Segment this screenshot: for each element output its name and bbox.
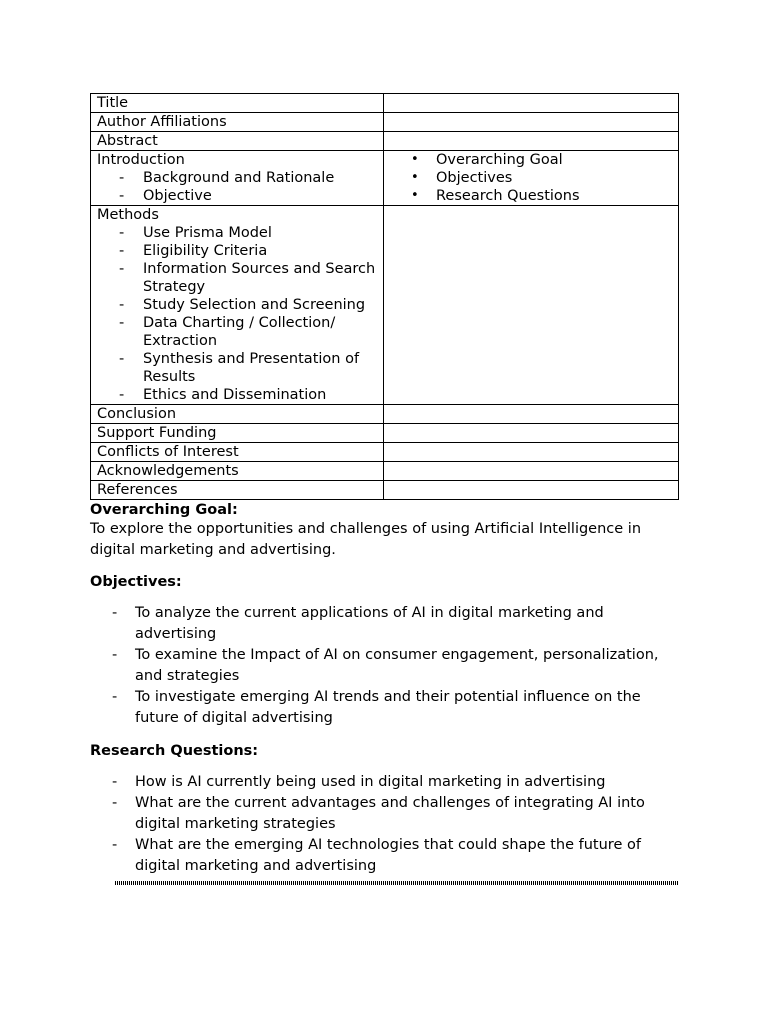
row-label: Abstract <box>97 133 158 149</box>
row-label-cell <box>91 424 384 443</box>
row-label-cell <box>91 132 384 151</box>
research-questions-list <box>90 772 678 877</box>
list-item-text: What are the emerging AI technologies that could shape the future of digital marketing and advertising <box>135 837 641 874</box>
dash-marker: - <box>112 689 118 705</box>
list-item <box>97 169 377 187</box>
row-label-cell <box>91 94 384 113</box>
row-label: Conclusion <box>97 406 177 422</box>
row-label: Introduction <box>97 152 185 168</box>
list-item-text: To investigate emerging AI trends and their potential influence on the future of digital advertising <box>135 689 641 726</box>
row-notes-cell <box>384 113 679 132</box>
row-label: Support Funding <box>97 425 217 441</box>
table-row <box>91 151 679 206</box>
row-label: Methods <box>97 207 159 223</box>
list-item-text: Research Questions <box>436 188 580 204</box>
dash-marker: - <box>112 647 118 663</box>
table-row <box>91 443 679 462</box>
row-notes-cell <box>384 462 679 481</box>
document-page <box>90 93 678 877</box>
row-notes-cell <box>384 94 679 113</box>
dash-marker: - <box>119 225 125 241</box>
row-label-cell <box>91 206 384 405</box>
list-item <box>97 350 377 386</box>
list-item-text: Study Selection and Screening <box>143 297 366 313</box>
row-notes-cell <box>384 206 679 405</box>
table-row <box>91 94 679 113</box>
row-label-cell <box>91 113 384 132</box>
list-item-text: Overarching Goal <box>436 152 563 168</box>
table-row <box>91 113 679 132</box>
dash-marker: - <box>112 795 118 811</box>
list-item-text: How is AI currently being used in digital marketing in advertising <box>135 774 606 790</box>
dash-marker: - <box>119 315 125 331</box>
list-item <box>97 386 377 404</box>
list-item-text: To analyze the current applications of AI in digital marketing and advertising <box>135 605 604 642</box>
dash-marker: - <box>119 188 125 204</box>
table-row <box>91 481 679 500</box>
row-label: Conflicts of Interest <box>97 444 239 460</box>
objectives-list <box>90 603 678 729</box>
list-item <box>97 296 377 314</box>
dash-marker: - <box>119 351 125 367</box>
row-notes-cell <box>384 481 679 500</box>
row-label-cell <box>91 443 384 462</box>
row-notes-cell <box>384 424 679 443</box>
row-notes-cell <box>384 443 679 462</box>
list-item-text: Background and Rationale <box>143 170 335 186</box>
dash-marker: - <box>119 243 125 259</box>
list-item-text: Information Sources and Search Strategy <box>143 261 376 295</box>
dash-marker: - <box>112 837 118 853</box>
dash-marker: - <box>119 297 125 313</box>
row-label: References <box>97 482 178 498</box>
list-item-text: Eligibility Criteria <box>143 243 268 259</box>
row-label-cell <box>91 405 384 424</box>
list-item <box>97 224 377 242</box>
row-label-cell <box>91 462 384 481</box>
list-item-text: Data Charting / Collection/ Extraction <box>143 315 336 349</box>
sub-item-list <box>97 224 377 404</box>
list-item <box>390 169 672 187</box>
list-item <box>90 772 678 793</box>
dash-marker: - <box>119 170 125 186</box>
table-row <box>91 405 679 424</box>
list-item <box>390 151 672 169</box>
list-item <box>97 260 377 296</box>
research-questions-heading: Research Questions: <box>90 743 259 759</box>
dash-marker: - <box>112 605 118 621</box>
row-notes-cell <box>384 132 679 151</box>
row-label: Title <box>97 95 129 111</box>
row-label: Acknowledgements <box>97 463 239 479</box>
list-item-text: What are the current advantages and challenges of integrating AI into digital marketing strategies <box>135 795 645 832</box>
sub-item-list <box>97 169 377 205</box>
table-row <box>91 462 679 481</box>
objectives-heading: Objectives: <box>90 574 182 590</box>
list-item-text: Ethics and Dissemination <box>143 387 327 403</box>
row-notes-cell <box>384 405 679 424</box>
table-row <box>91 206 679 405</box>
list-item <box>90 835 678 877</box>
list-item <box>97 242 377 260</box>
list-item <box>90 603 678 645</box>
row-label: Author Affiliations <box>97 114 227 130</box>
bullet-icon: • <box>411 188 419 203</box>
list-item-text: Objectives <box>436 170 513 186</box>
list-item <box>97 187 377 205</box>
dash-marker: - <box>119 261 125 277</box>
row-notes-cell <box>384 151 679 206</box>
section-divider <box>115 881 678 885</box>
row-label-cell <box>91 481 384 500</box>
list-item <box>90 645 678 687</box>
dash-marker: - <box>119 387 125 403</box>
overarching-goal-heading: Overarching Goal: <box>90 502 238 518</box>
list-item <box>390 187 672 205</box>
dash-marker: - <box>112 774 118 790</box>
list-item <box>90 793 678 835</box>
row-label-cell <box>91 151 384 206</box>
bullet-icon: • <box>411 152 419 167</box>
list-item <box>97 314 377 350</box>
list-item-text: Synthesis and Presentation of Results <box>143 351 360 385</box>
table-row <box>91 424 679 443</box>
outline-table <box>90 93 679 500</box>
list-item <box>90 687 678 729</box>
bullet-icon: • <box>411 170 419 185</box>
list-item-text: To examine the Impact of AI on consumer engagement, personalization, and strategies <box>135 647 659 684</box>
list-item-text: Objective <box>143 188 212 204</box>
bullet-list <box>390 151 672 205</box>
list-item-text: Use Prisma Model <box>143 225 272 241</box>
overarching-goal-text: To explore the opportunities and challenges of using Artificial Intelligence in digital marketing and advertising. <box>90 521 642 558</box>
table-row <box>91 132 679 151</box>
